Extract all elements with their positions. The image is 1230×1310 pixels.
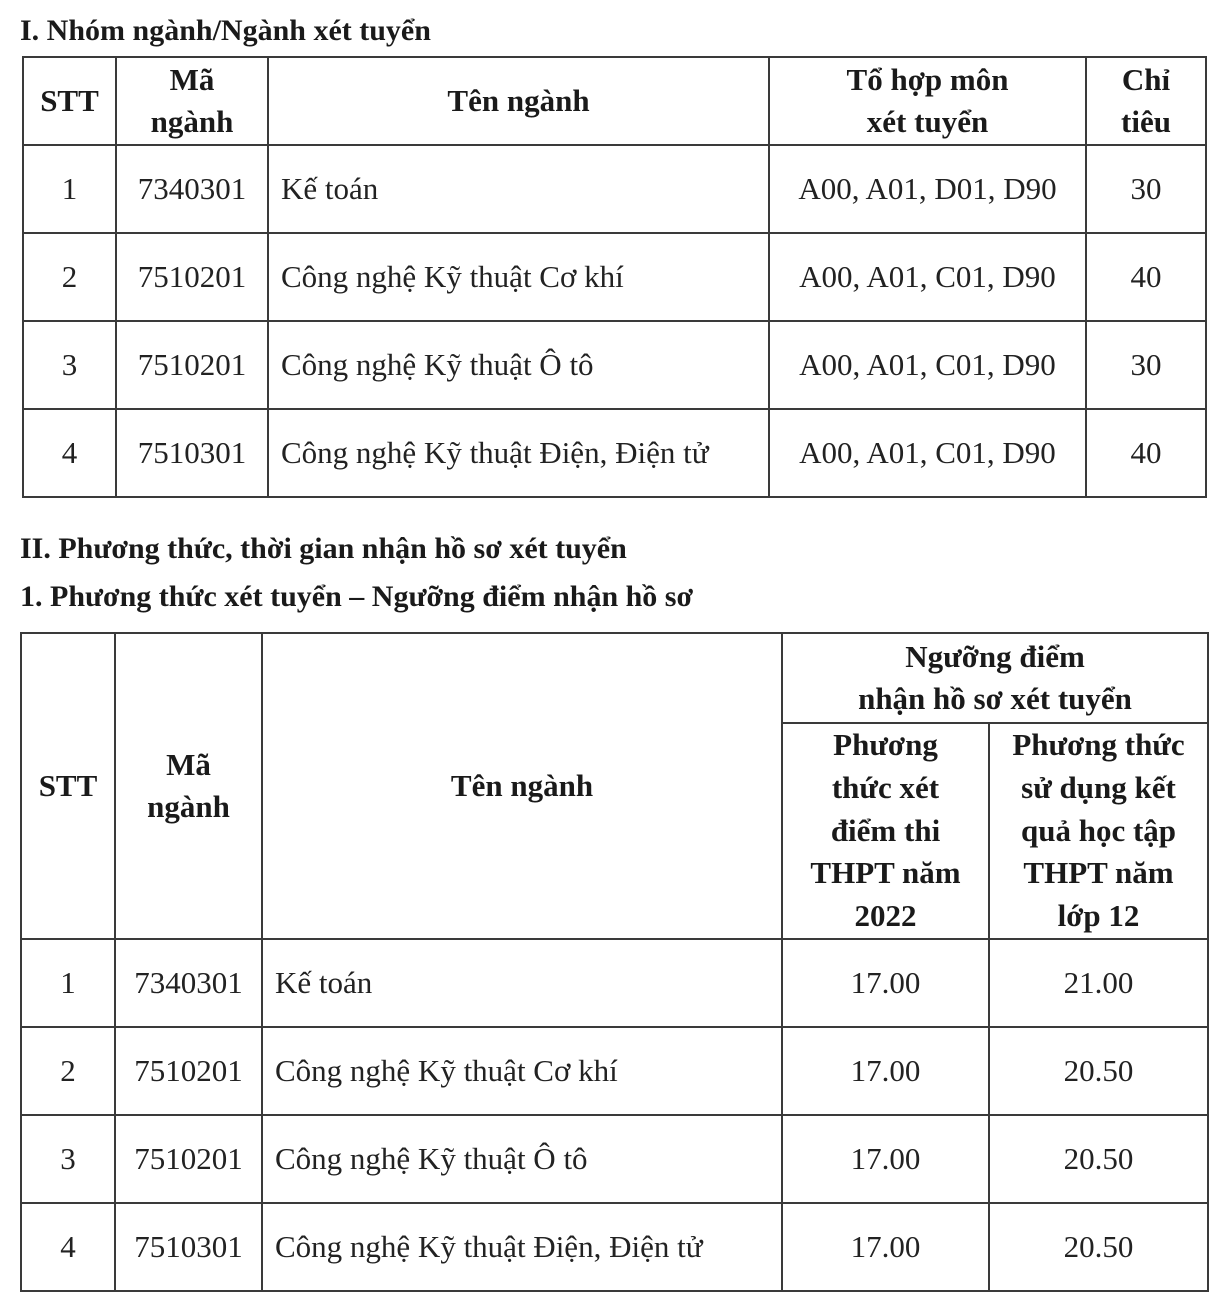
table-row	[21, 1203, 1208, 1291]
cell-stt: 3	[23, 321, 116, 409]
cell-pt1: 17.00	[782, 1203, 989, 1291]
header-pt2-line: lớp 12	[1057, 898, 1140, 934]
header-tohop-line1: Tổ hợp môn	[846, 62, 1009, 98]
table-row	[23, 409, 1206, 497]
cell-ten: Công nghệ Kỹ thuật Điện, Điện tử	[268, 409, 769, 497]
cell-tohop: A00, A01, C01, D90	[769, 409, 1086, 497]
cell-stt: 1	[23, 145, 116, 233]
header-to-hop	[769, 57, 1086, 145]
header-ma-line2: ngành	[147, 789, 230, 824]
cell-tohop: A00, A01, D01, D90	[769, 145, 1086, 233]
cell-pt1: 17.00	[782, 1115, 989, 1203]
header-pt1-line: THPT năm	[810, 855, 961, 891]
cell-ma: 7510201	[115, 1027, 262, 1115]
cell-ma: 7340301	[116, 145, 268, 233]
header-ma-nganh	[115, 633, 262, 939]
cell-pt2: 20.50	[989, 1115, 1208, 1203]
header-pt2-line: quả học tập	[1020, 812, 1177, 848]
cell-stt: 3	[21, 1115, 115, 1203]
header-ma-nganh	[116, 57, 268, 145]
header-ma-line1: Mã	[169, 62, 215, 98]
table-row	[21, 1115, 1208, 1203]
cell-chitieu: 30	[1086, 321, 1206, 409]
majors-table-header-row	[23, 57, 1206, 145]
cell-chitieu: 30	[1086, 145, 1206, 233]
cell-tohop: A00, A01, C01, D90	[769, 321, 1086, 409]
table-row	[21, 1027, 1208, 1115]
cell-stt: 2	[21, 1027, 115, 1115]
table-row	[23, 233, 1206, 321]
header-tohop-line2: xét tuyển	[866, 104, 989, 139]
cell-pt1: 17.00	[782, 1027, 989, 1115]
cell-ten: Công nghệ Kỹ thuật Cơ khí	[262, 1027, 782, 1115]
header-ma-line2: ngành	[150, 104, 234, 139]
cell-ten: Công nghệ Kỹ thuật Điện, Điện tử	[262, 1203, 782, 1291]
table-row	[23, 321, 1206, 409]
cell-tohop: A00, A01, C01, D90	[769, 233, 1086, 321]
header-pt1-line: điểm thi	[830, 812, 941, 848]
header-pt1-line: Phương	[833, 727, 938, 763]
majors-table	[22, 56, 1207, 498]
thresholds-table	[20, 632, 1209, 1292]
cell-ma: 7510201	[115, 1115, 262, 1203]
header-nguong-diem	[782, 633, 1208, 723]
cell-ma: 7510301	[115, 1203, 262, 1291]
header-pt1-line: 2022	[854, 898, 917, 934]
header-nguong-line1: Ngưỡng điểm	[905, 639, 1085, 675]
cell-stt: 4	[21, 1203, 115, 1291]
cell-chitieu: 40	[1086, 233, 1206, 321]
header-pt2-line: Phương thức	[1012, 727, 1185, 763]
cell-pt2: 21.00	[989, 939, 1208, 1027]
header-nguong-line2: nhận hồ sơ xét tuyển	[858, 681, 1132, 716]
section2-subheading: 1. Phương thức xét tuyển – Ngưỡng điểm nhận hồ sơ	[20, 580, 694, 613]
cell-chitieu: 40	[1086, 409, 1206, 497]
cell-ten: Công nghệ Kỹ thuật Cơ khí	[268, 233, 769, 321]
header-phuong-thuc-thi-thpt	[782, 723, 989, 939]
table-row	[21, 939, 1208, 1027]
cell-ma: 7510201	[116, 233, 268, 321]
header-pt2-line: THPT năm	[1023, 855, 1174, 891]
header-chitieu-line1: Chỉ	[1121, 62, 1171, 98]
cell-stt: 4	[23, 409, 116, 497]
cell-ten: Công nghệ Kỹ thuật Ô tô	[262, 1115, 782, 1203]
header-phuong-thuc-hoc-ba	[989, 723, 1208, 939]
cell-ten: Kế toán	[268, 145, 769, 233]
header-pt1-line: thức xét	[831, 769, 940, 805]
cell-ten: Công nghệ Kỹ thuật Ô tô	[268, 321, 769, 409]
header-ten-nganh: Tên ngành	[262, 633, 782, 939]
cell-ma: 7510301	[116, 409, 268, 497]
cell-stt: 2	[23, 233, 116, 321]
cell-pt1: 17.00	[782, 939, 989, 1027]
cell-pt2: 20.50	[989, 1203, 1208, 1291]
cell-pt2: 20.50	[989, 1027, 1208, 1115]
header-chitieu-line2: tiêu	[1121, 104, 1171, 139]
header-stt: STT	[23, 57, 116, 145]
header-ma-line1: Mã	[166, 747, 211, 783]
table-row	[23, 145, 1206, 233]
header-stt: STT	[21, 633, 115, 939]
cell-ma: 7510201	[116, 321, 268, 409]
header-pt2-line: sử dụng kết	[1021, 769, 1176, 805]
cell-stt: 1	[21, 939, 115, 1027]
cell-ten: Kế toán	[262, 939, 782, 1027]
section1-heading: I. Nhóm ngành/Ngành xét tuyển	[20, 14, 431, 47]
header-ten-nganh: Tên ngành	[268, 57, 769, 145]
cell-ma: 7340301	[115, 939, 262, 1027]
section2-heading: II. Phương thức, thời gian nhận hồ sơ xét tuyển	[20, 532, 627, 565]
thresholds-table-header-row-1	[21, 633, 1208, 723]
header-chi-tieu	[1086, 57, 1206, 145]
